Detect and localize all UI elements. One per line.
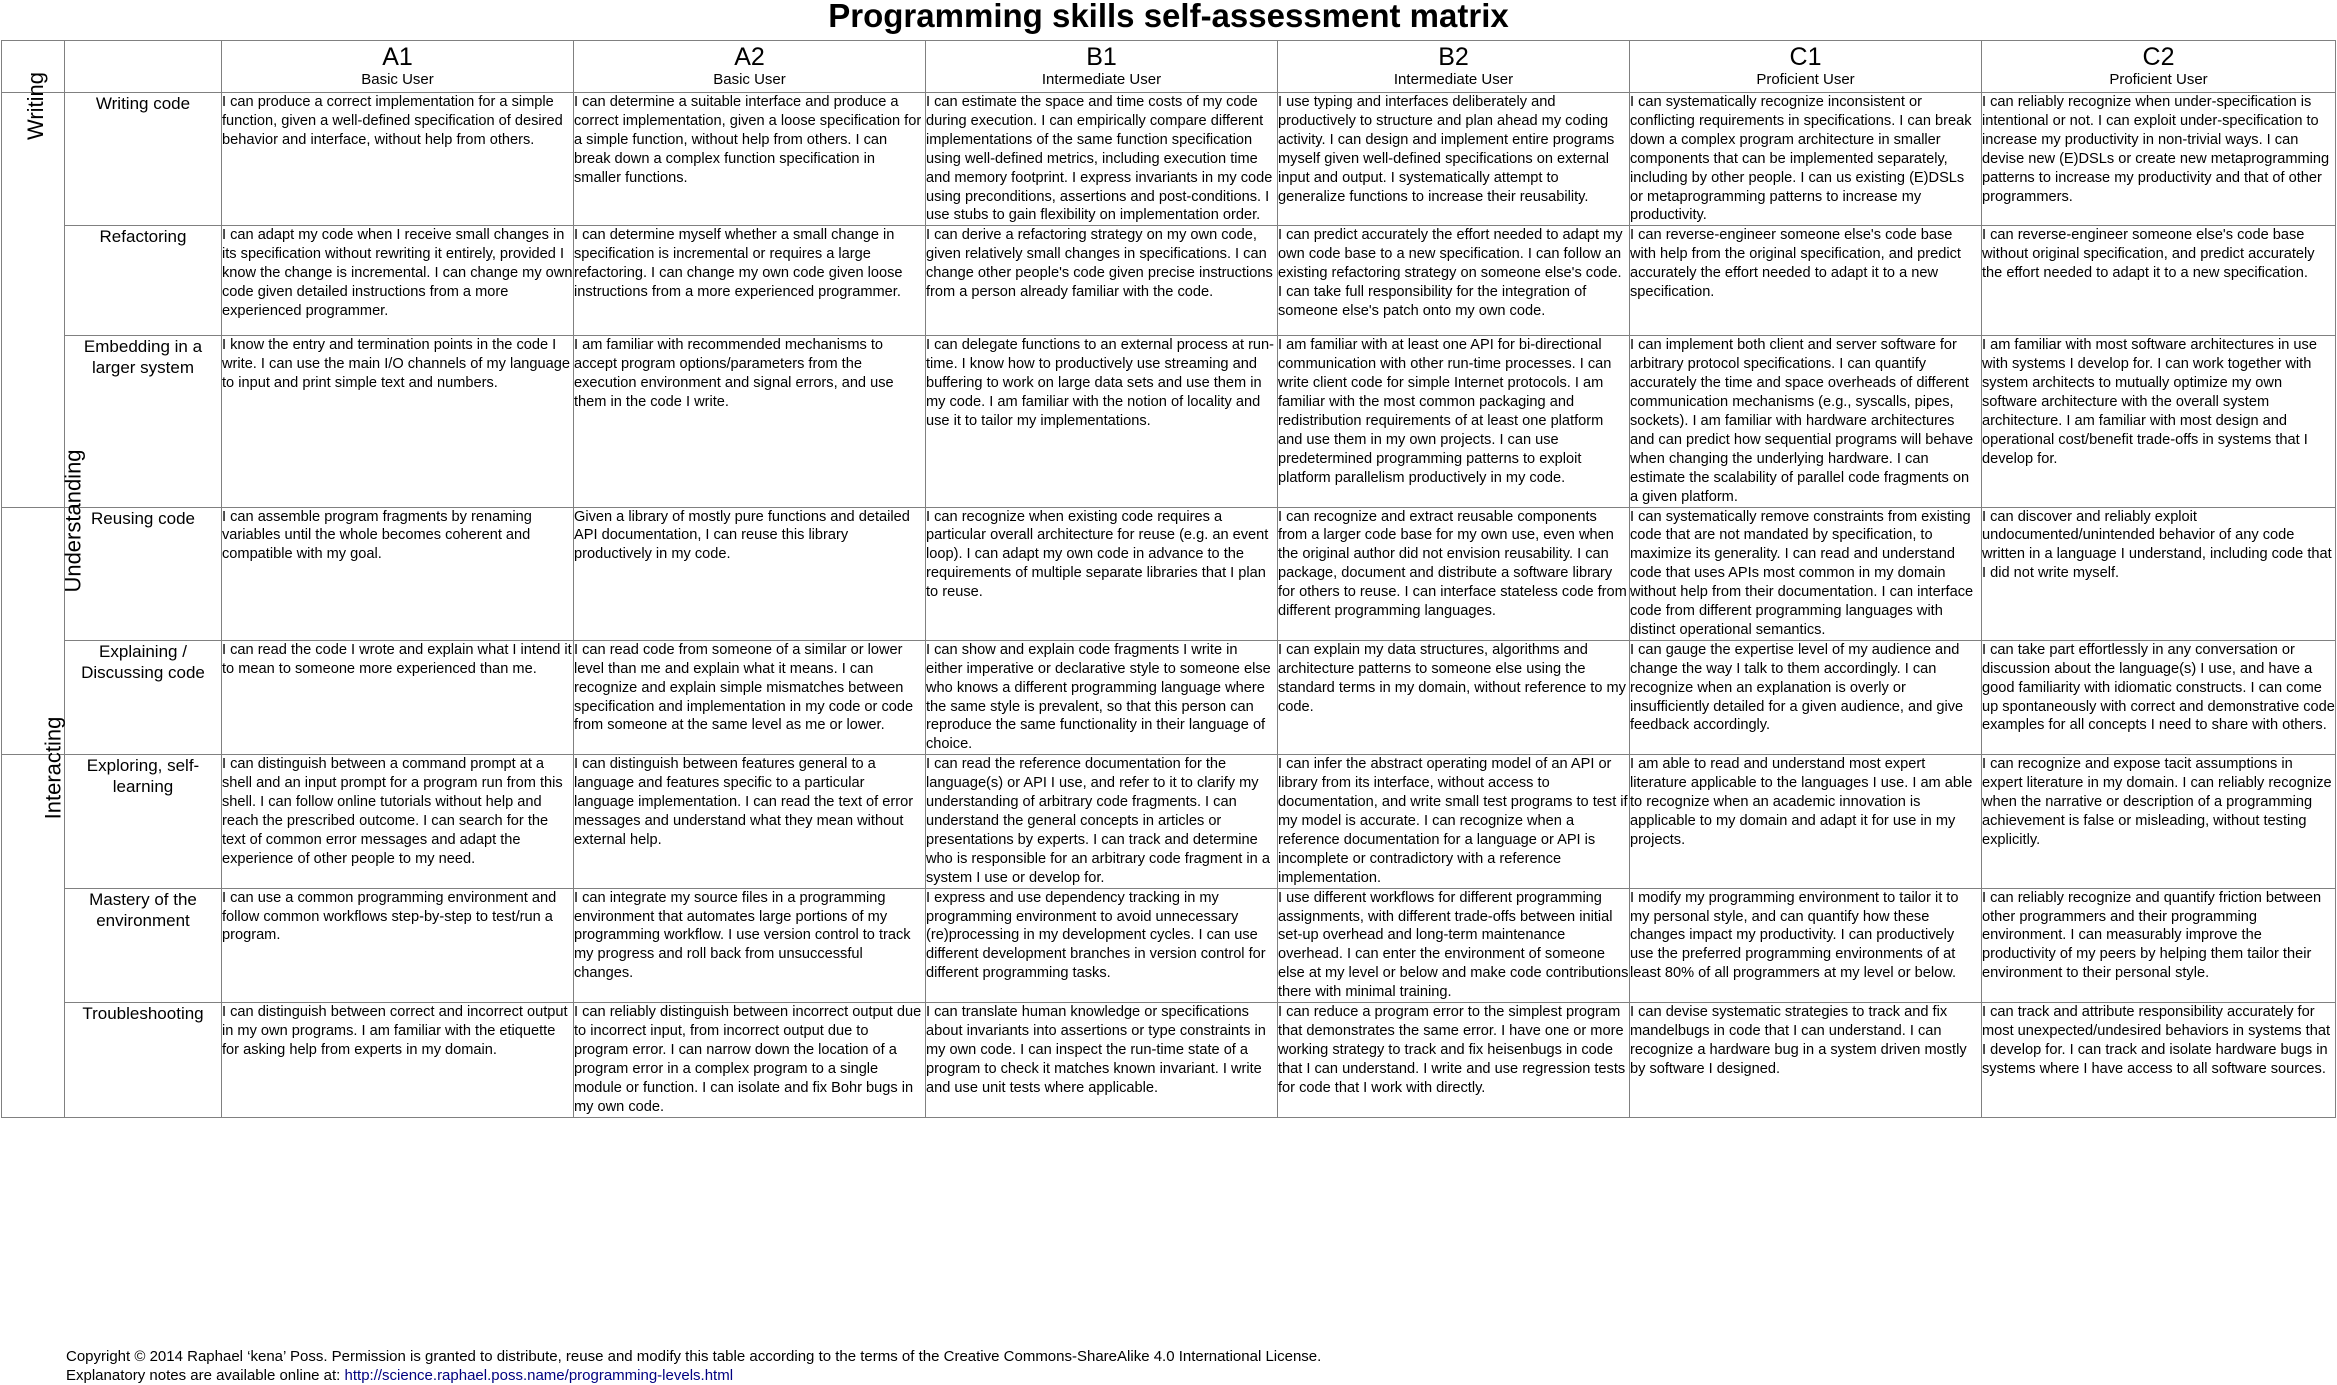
skill-description-b1: I can read the reference documentation for the language(s) or API I use, and refer to it to clarify my understanding of arbitrary code fragments. I can understand the general concepts in articles or presentations by experts. I can track and determine who is responsible for an arbitrary code fragment in a system I use or develop for.	[926, 755, 1278, 888]
category-label: Understanding	[60, 448, 86, 593]
notes-link[interactable]: http://science.raphael.poss.name/programming-levels.html	[344, 1367, 734, 1384]
copyright-notice: Copyright © 2014 Raphael ‘kena’ Poss. Permission is granted to distribute, reuse and modify this table according to the terms of the Creative Commons-ShareAlike 4.0 International License.	[66, 1348, 1322, 1365]
footer	[66, 1347, 1321, 1385]
skill-label-embedding-in-a-larger-system: Embedding in a larger system	[65, 336, 222, 507]
skill-description-a1: I can produce a correct implementation for a simple function, given a well-defined specification of desired behavior and interface, without help from others.	[222, 93, 574, 226]
matrix-row-explaining-discussing-code	[2, 640, 2336, 754]
page-title: Programming skills self-assessment matrix	[828, 0, 1509, 34]
notes-label: Explanatory notes are available online at:	[66, 1367, 345, 1384]
level-header-a1	[222, 41, 574, 93]
category-label: Interacting	[40, 716, 66, 820]
level-header-c2	[1982, 41, 2336, 93]
skill-description-a2: I can determine a suitable interface and produce a correct implementation, given a loose specification for a simple function, without help from others. I can break down a complex function specification in smaller functions.	[574, 93, 926, 226]
skill-description-c2: I can track and attribute responsibility accurately for most unexpected/undesired behaviors in systems that I develop for. I can track and isolate hardware bugs in systems where I have access to all software sources.	[1982, 1003, 2336, 1117]
level-name: Intermediate User	[1393, 71, 1514, 88]
skill-description-c1: I can systematically recognize inconsistent or conflicting requirements in specifications. I can break down a complex program architecture in smaller components that can be implemented separately, including by other people. I can us existing (E)DSLs or metaprogramming patterns to increase my productivity.	[1630, 93, 1982, 226]
level-code: C2	[2142, 43, 2175, 71]
matrix-row-mastery-of-the-environment	[2, 888, 2336, 1002]
matrix-row-troubleshooting	[2, 1003, 2336, 1117]
skill-description-a1: I can distinguish between a command prompt at a shell and an input prompt for a program run from this shell. I can follow online tutorials without help and reach the prescribed outcome. I can search for the text of common error messages and adapt the experience of other people to my need.	[222, 755, 574, 888]
skill-label-refactoring: Refactoring	[65, 226, 222, 336]
skill-description-c2: I can reliably recognize and quantify friction between other programmers and their programming environment. I can measurably improve the productivity of my peers by helping them tailor their environment to their personal style.	[1982, 888, 2336, 1002]
skill-description-c1: I can reverse-engineer someone else's code base with help from the original specification, and predict accurately the effort needed to adapt it to a new specification.	[1630, 226, 1982, 336]
skill-description-a1: I can assemble program fragments by renaming variables until the whole becomes coherent and compatible with my goal.	[222, 507, 574, 640]
skill-description-b1: I can show and explain code fragments I write in either imperative or declarative style to someone else who knows a different programming language where the same style is prevalent, so that this person can reproduce the same functionality in their language of choice.	[926, 640, 1278, 754]
skill-description-b1: I express and use dependency tracking in my programming environment to avoid unnecessary (re)processing in my development cycles. I can use different development branches in version control for different programming tasks.	[926, 888, 1278, 1002]
skills-matrix	[1, 40, 2336, 1118]
level-code: C1	[1789, 43, 1822, 71]
level-name: Intermediate User	[1041, 71, 1162, 88]
explanatory-notes	[66, 1366, 1321, 1385]
matrix-row-writing-code	[2, 93, 2336, 226]
skill-description-c1: I can devise systematic strategies to track and fix mandelbugs in code that I can understand. I can recognize a hardware bug in a system driven mostly by software I designed.	[1630, 1003, 1982, 1117]
skill-description-b2: I use different workflows for different programming assignments, with different trade-offs between initial set-up overhead and long-term maintenance overhead. I can enter the environment of someone else at my level or below and make code contributions there with minimal training.	[1278, 888, 1630, 1002]
skill-description-b2: I use typing and interfaces deliberately and productively to structure and plan ahead my coding activity. I can design and implement entire programs myself given well-defined specifications on external input and output. I systematically attempt to generalize functions to increase their reusability.	[1278, 93, 1630, 226]
skill-description-c1: I can systematically remove constraints from existing code that are not mandated by specification, to maximize its generality. I can read and understand code that uses APIs most common in my domain without help from their documentation. I can interface code from different programming languages with distinct operational semantics.	[1630, 507, 1982, 640]
skill-description-c1: I can implement both client and server software for arbitrary protocol specifications. I can quantify accurately the time and space overheads of different communication mechanisms (e.g., syscalls, pipes, sockets). I am familiar with hardware architectures and can predict how sequential programs will behave when changing the underlying hardware. I can estimate the scalability of parallel code fragments on a given platform.	[1630, 336, 1982, 507]
skill-description-b1: I can derive a refactoring strategy on my own code, given relatively small changes in specifications. I can change other people's code given precise instructions from a person already familiar with the code.	[926, 226, 1278, 336]
level-header-a2	[574, 41, 926, 93]
skill-description-a2: Given a library of mostly pure functions and detailed API documentation, I can reuse this library productively in my code.	[574, 507, 926, 640]
skill-description-b1: I can delegate functions to an external process at run-time. I know how to productively use streaming and buffering to work on large data sets and use them in my code. I am familiar with the notion of locality and use it to tailor my implementations.	[926, 336, 1278, 507]
skill-description-a1: I can read the code I wrote and explain what I intend it to mean to someone more experienced than me.	[222, 640, 574, 754]
skill-label-explaining-discussing-code: Explaining / Discussing code	[65, 640, 222, 754]
skill-description-a2: I can reliably distinguish between incorrect output due to incorrect input, from incorrect output due to program error. I can narrow down the location of a program error in a complex program to a single module or function. I can isolate and fix Bohr bugs in my own code.	[574, 1003, 926, 1117]
skill-description-b2: I can predict accurately the effort needed to adapt my own code base to a new specification. I can follow an existing refactoring strategy on someone else's code. I can take full responsibility for the integration of someone else's patch onto my own code.	[1278, 226, 1630, 336]
skill-description-c2: I can discover and reliably exploit undocumented/unintended behavior of any code written in a language I understand, including code that I did not write myself.	[1982, 507, 2336, 640]
skill-description-c2: I can reverse-engineer someone else's code base without original specification, and predict accurately the effort needed to adapt it to a new specification.	[1982, 226, 2336, 336]
skill-description-a2: I can distinguish between features general to a language and features specific to a particular language implementation. I can read the text of error messages and understand what they mean without external help.	[574, 755, 926, 888]
skill-label-mastery-of-the-environment: Mastery of the environment	[65, 888, 222, 1002]
skill-description-c2: I can take part effortlessly in any conversation or discussion about the language(s) I use, and have a good familiarity with idiomatic constructs. I can come up spontaneously with correct and demonstrative code examples for all concepts I need to share with others.	[1982, 640, 2336, 754]
skill-description-a1: I can distinguish between correct and incorrect output in my own programs. I am familiar with the etiquette for asking help from experts in my domain.	[222, 1003, 574, 1117]
skill-description-c1: I am able to read and understand most expert literature applicable to the languages I use. I am able to recognize when an academic innovation is applicable to my domain and adapt it for use in my projects.	[1630, 755, 1982, 888]
level-name: Proficient User	[1756, 71, 1855, 88]
skill-label-writing-code: Writing code	[65, 93, 222, 226]
skill-label-reusing-code: Reusing code	[65, 507, 222, 640]
skill-description-a1: I can use a common programming environment and follow common workflows step-by-step to test/run a program.	[222, 888, 574, 1002]
level-code: B1	[1086, 43, 1117, 71]
skill-description-a2: I can determine myself whether a small change in specification is incremental or requires a large refactoring. I can change my own code given loose instructions from a more experienced programmer.	[574, 226, 926, 336]
skill-description-b2: I am familiar with at least one API for bi-directional communication with other run-time processes. I can write client code for simple Internet protocols. I am familiar with the most common packaging and redistribution requirements of at least one platform and use them in my own projects. I can use predetermined programming patterns to exploit platform parallelism productively in my code.	[1278, 336, 1630, 507]
category-interacting	[2, 716, 66, 1117]
skill-description-a2: I can read code from someone of a similar or lower level than me and explain what it means. I can recognize and explain simple mismatches between specification and implementation in my code or code from someone at the same level as me or lower.	[574, 640, 926, 754]
matrix-row-refactoring	[2, 226, 2336, 336]
skill-description-b2: I can reduce a program error to the simplest program that demonstrates the same error. I have one or more working strategy to track and fix heisenbugs in code that I can understand. I write and use regression tests for code that I work with directly.	[1278, 1003, 1630, 1117]
matrix-row-reusing-code	[2, 507, 2336, 640]
category-label: Writing	[23, 71, 49, 141]
level-code: A1	[382, 43, 413, 71]
level-name: Basic User	[361, 71, 434, 88]
category-writing	[2, 71, 65, 508]
header-row	[2, 41, 2336, 93]
skill-description-c2: I am familiar with most software architectures in use with systems I develop for. I can work together with system architects to mutually optimize my own software architecture with the overall system architecture. I am familiar with most design and operational cost/benefit trade-offs in systems that I develop for.	[1982, 336, 2336, 507]
skill-description-b1: I can recognize when existing code requires a particular overall architecture for reuse (e.g. an event loop). I can adapt my own code in advance to the requirements of multiple separate libraries that I plan to reuse.	[926, 507, 1278, 640]
skill-description-c2: I can recognize and expose tacit assumptions in expert literature in my domain. I can reliably recognize when the narrative or description of a programming achievement is false or misleading, without testing explicitly.	[1982, 755, 2336, 888]
level-code: A2	[734, 43, 765, 71]
matrix-row-exploring-self-learning	[2, 755, 2336, 888]
level-header-c1	[1630, 41, 1982, 93]
corner-cell	[65, 41, 222, 93]
skill-description-b2: I can infer the abstract operating model of an API or library from its interface, without access to documentation, and write small test programs to test if my model is accurate. I can recognize when a reference documentation for a language or API is incomplete or contradictory with a reference implementation.	[1278, 755, 1630, 888]
level-header-b2	[1278, 41, 1630, 93]
skill-description-c1: I modify my programming environment to tailor it to my personal style, and can quantify how these changes impact my productivity. I can productively use the preferred programming environments of at least 80% of all programmers at my level or below.	[1630, 888, 1982, 1002]
skill-label-troubleshooting: Troubleshooting	[65, 1003, 222, 1117]
skill-description-a1: I can adapt my code when I receive small changes in its specification without rewriting it entirely, provided I know the change is incremental. I can change my own code given detailed instructions from a more experienced programmer.	[222, 226, 574, 336]
skill-description-b2: I can recognize and extract reusable components from a larger code base for my own use, even when the original author did not envision reusability. I can package, document and distribute a software library for others to reuse. I can interface stateless code from different programming languages.	[1278, 507, 1630, 640]
skill-description-a2: I can integrate my source files in a programming environment that automates large portions of my programming workflow. I use version control to track my progress and roll back from unsuccessful changes.	[574, 888, 926, 1002]
level-name: Proficient User	[2109, 71, 2208, 88]
skill-description-b1: I can translate human knowledge or specifications about invariants into assertions or type constraints in my own code. I can inspect the run-time state of a program to check it matches known invariant. I write and use unit tests where applicable.	[926, 1003, 1278, 1117]
level-code: B2	[1438, 43, 1469, 71]
skill-description-a2: I am familiar with recommended mechanisms to accept program options/parameters from the execution environment and signal errors, and use them in the code I write.	[574, 336, 926, 507]
skill-description-b2: I can explain my data structures, algorithms and architecture patterns to someone else using the standard terms in my domain, without reference to my code.	[1278, 640, 1630, 754]
level-name: Basic User	[713, 71, 786, 88]
skill-description-a1: I know the entry and termination points in the code I write. I can use the main I/O channels of my language to input and print simple text and numbers.	[222, 336, 574, 507]
level-header-b1	[926, 41, 1278, 93]
skill-description-c1: I can gauge the expertise level of my audience and change the way I talk to them accordingly. I can recognize when an explanation is overly or insufficiently detailed for a given audience, and give feedback accordingly.	[1630, 640, 1982, 754]
matrix-row-embedding-in-a-larger-system	[2, 336, 2336, 507]
skill-description-c2: I can reliably recognize when under-specification is intentional or not. I can exploit under-specification to increase my productivity in non-trivial ways. I can devise new (E)DSLs or create new metaprogramming patterns to increase my productivity and that of other programmers.	[1982, 93, 2336, 226]
skill-label-exploring-self-learning: Exploring, self-learning	[65, 755, 222, 888]
skill-description-b1: I can estimate the space and time costs of my code during execution. I can empirically compare different implementations of the same function specification using well-defined metrics, including execution time and memory footprint. I express invariants in my code using preconditions, assertions and post-conditions. I use stubs to gain flexibility on implementation order.	[926, 93, 1278, 226]
